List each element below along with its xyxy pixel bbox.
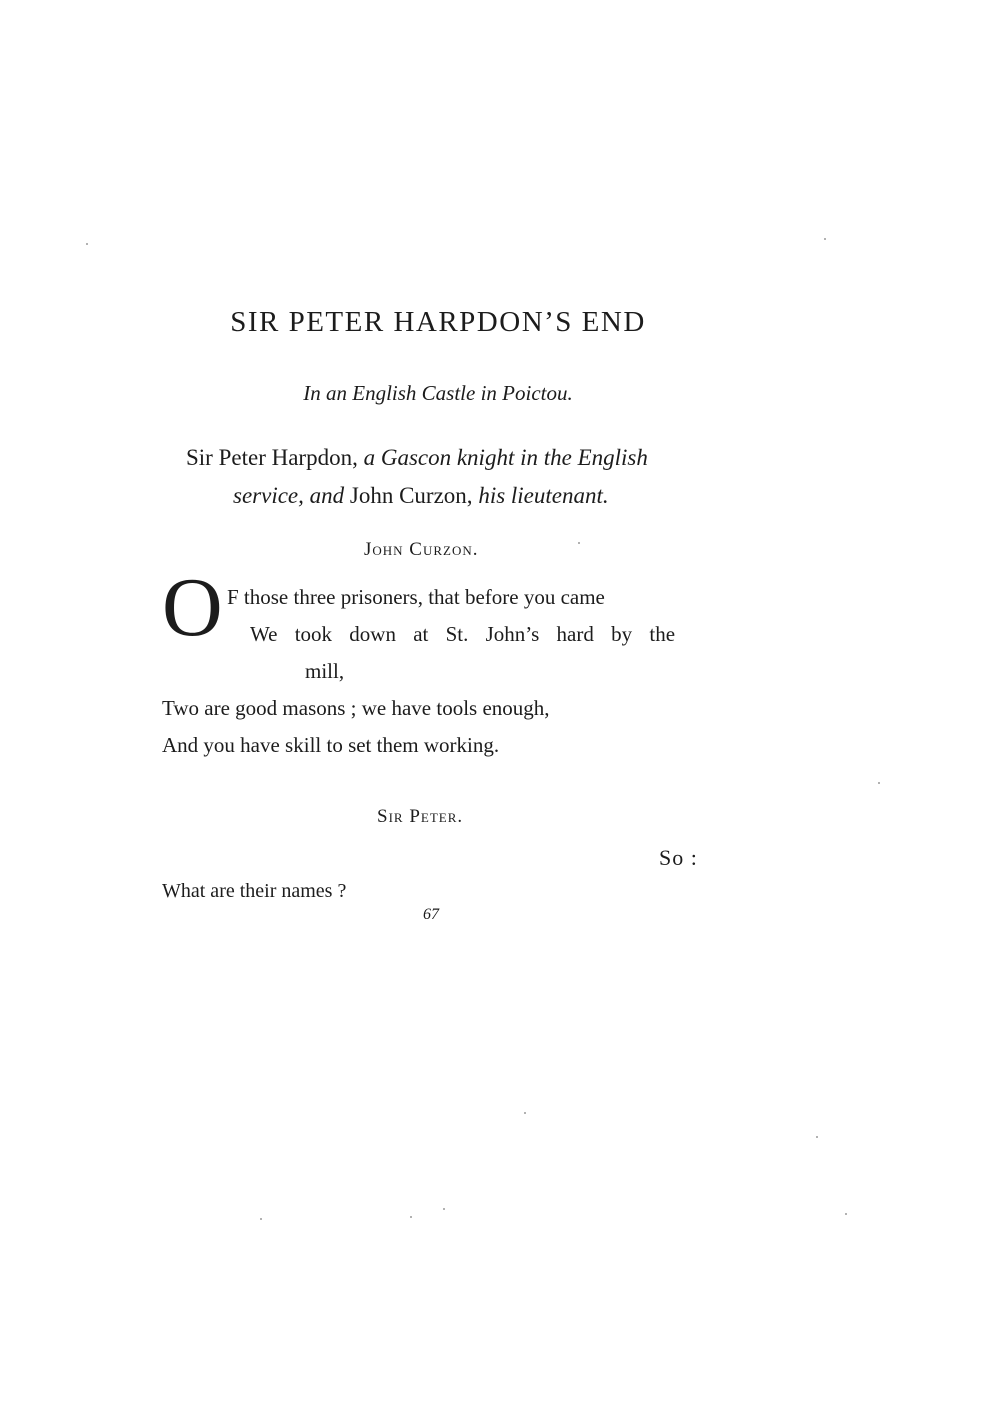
- scan-speck: [578, 542, 580, 544]
- verse-half-line: So :: [659, 845, 698, 870]
- character-description: a Gascon knight in the English: [363, 445, 648, 470]
- scan-speck: [86, 243, 88, 245]
- verse-line-runover: mill,: [305, 659, 345, 683]
- conjunction: and: [309, 483, 345, 508]
- character-description-cont: service,: [233, 483, 304, 508]
- scan-speck: [878, 782, 880, 784]
- speaker-label-sir-peter: Sir Peter.: [377, 806, 464, 827]
- scan-speck: [443, 1208, 445, 1210]
- verse-line: F those three prisoners, that before you came: [227, 585, 605, 609]
- scan-speck: [816, 1136, 818, 1138]
- scan-speck: [260, 1218, 262, 1220]
- verse-line: We took down at St. John’s hard by the: [250, 622, 676, 646]
- dramatis-personae-line-2: [233, 483, 609, 509]
- speaker-label-john-curzon: John Curzon.: [364, 539, 479, 560]
- character-description-lieutenant: his lieutenant.: [478, 483, 609, 508]
- character-name-john-curzon: John Curzon,: [349, 483, 473, 508]
- drop-cap: O: [162, 561, 223, 654]
- scan-speck: [824, 238, 826, 240]
- verse-line: And you have skill to set them working.: [162, 733, 500, 757]
- scan-speck: [524, 1112, 526, 1114]
- scan-speck: [845, 1213, 847, 1215]
- poem-title: SIR PETER HARPDON’S END: [230, 306, 646, 338]
- verse-line: Two are good masons ; we have tools enough,: [162, 696, 550, 720]
- page-number: 67: [423, 906, 439, 923]
- dramatis-personae-line-1: [186, 445, 648, 471]
- character-name-sir-peter: Sir Peter Harpdon,: [186, 445, 358, 470]
- scene-setting: In an English Castle in Poictou.: [303, 381, 573, 405]
- verse-line: What are their names ?: [162, 880, 347, 902]
- scan-speck: [410, 1216, 412, 1218]
